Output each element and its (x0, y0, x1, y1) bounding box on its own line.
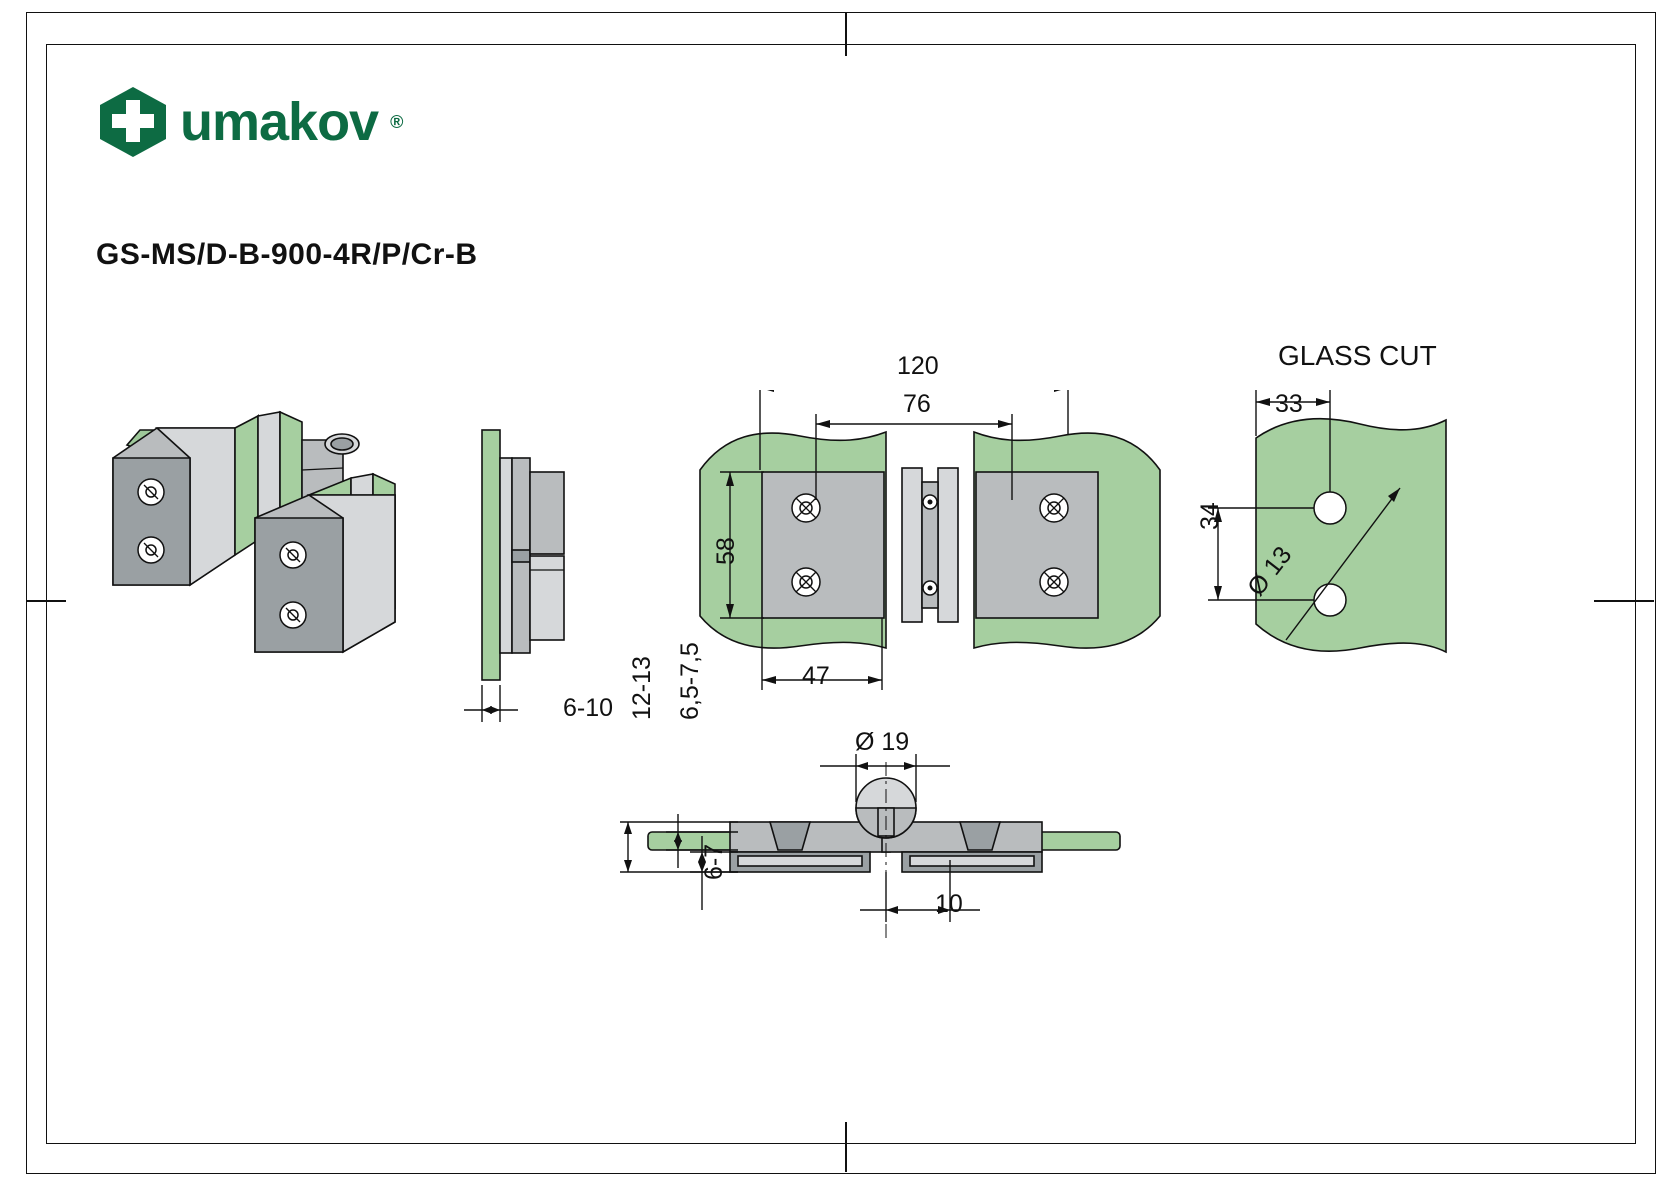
section-dim-65-75: 6,5-7,5 (676, 642, 704, 720)
isometric-view (95, 400, 435, 700)
hexagon-cross-logo-icon (96, 85, 170, 159)
center-tick-bottom (845, 1122, 847, 1172)
glass-cut-title: GLASS CUT (1278, 340, 1437, 371)
section-dim-6-7: 6-7 (700, 843, 728, 880)
glass-cut-dim-34: 34 (1196, 502, 1224, 530)
glass-cut-dim-33: 33 (1275, 390, 1303, 418)
front-dim-76: 76 (903, 390, 931, 418)
section-dim-d19: Ø 19 (855, 728, 910, 756)
registered-trademark-icon: ® (390, 111, 404, 132)
center-tick-right (1594, 600, 1654, 602)
brand-wordmark: umakov (180, 92, 379, 152)
front-dim-58: 58 (712, 537, 740, 565)
front-dim-47: 47 (802, 662, 830, 690)
center-tick-left (26, 600, 66, 602)
section-dim-12-13: 12-13 (628, 656, 656, 720)
center-tick-top (845, 12, 847, 56)
brand-logo (96, 85, 403, 159)
front-dim-120: 120 (897, 352, 939, 380)
glass-cut-dim-d13: Ø 13 (1242, 541, 1298, 602)
side-view-dim-6-10: 6-10 (563, 694, 614, 722)
glass-cut-view (1190, 390, 1520, 720)
product-code: GS-MS/D-B-900-4R/P/Cr-B (96, 238, 478, 271)
front-view (690, 390, 1190, 730)
section-dim-10: 10 (935, 890, 963, 918)
